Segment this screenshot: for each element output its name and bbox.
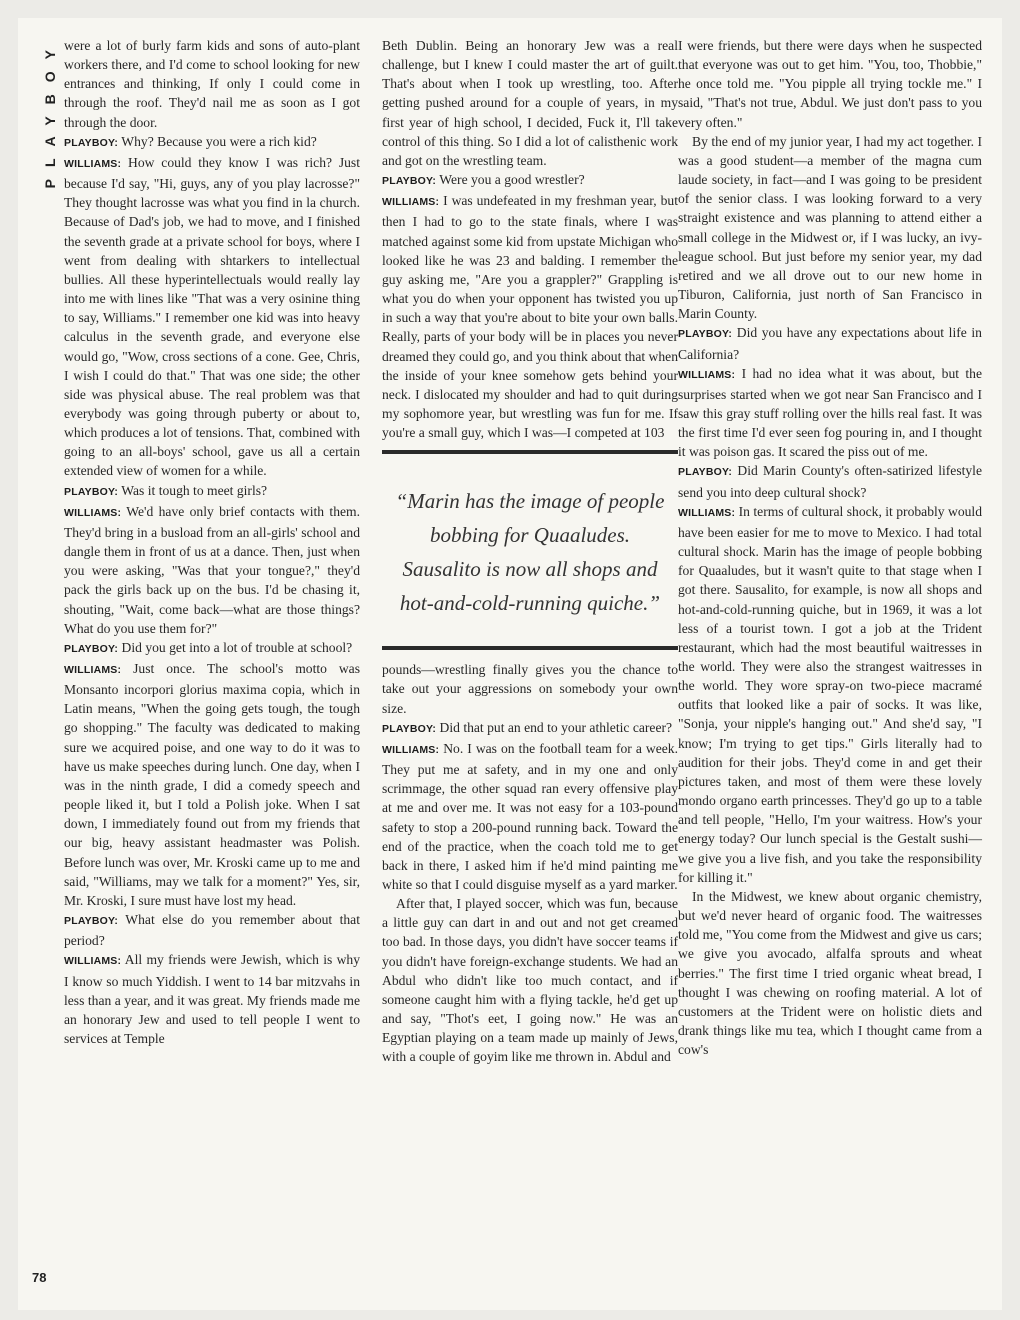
- paragraph: [678, 502, 982, 887]
- speaker-label: PLAYBOY:: [678, 328, 733, 341]
- page-number: 78: [32, 1270, 47, 1285]
- paragraph-text: Did you get into a lot of trouble at school?: [121, 639, 353, 655]
- paragraph: [64, 638, 360, 659]
- paragraph-text: Was it tough to meet girls?: [121, 482, 268, 498]
- paragraph-text: How could they know I was rich? Just because I'd say, "Hi, guys, any of you play lacrosse?" They thought lacrosse was what you find in la church. Because of Dad's job, we had to move, and I finished the seventh grade at a private school for boys, where I went from dealing with shtarkers to intellectual bullies. All these hyperintellectuals would really lay into me with lines like "That was a very osinine thing to say, Williams." I remember one kid was into heavy calculus in the seventh grade, and everyone else would go, "Wow, cross sections of a cone. Gee, Chris, I wish I could do that." That was one side; the other side was physical abuse. The real problem was that everybody was going through puberty or about to, which produces a lot of tensions. That, combined with going to an all-boys' school, gave us all a certain extended view of women for a while.: [64, 154, 360, 479]
- paragraph-text: Just once. The school's motto was Monsanto incorpori glorius maxima copia, which in Latin means, "When the going gets tough, the tough go shopping." The faculty was dedicated to making sure we acquired poise, and one way to do it was to have us make speeches during lunch. One day, when I was in the ninth grade, I did a comedy speech and people liked it, but I told a Polish joke. When I sat down, I immediately found out from my friends that our big, heavy assistant headmaster was Polish. Before lunch was over, Mr. Kroski came up to me and said, "Williams, may we talk for a moment?" Yes, sir, Mr. Kroski, I sure must have lost my head.: [64, 661, 360, 908]
- paragraph: [64, 502, 360, 638]
- paragraph: [382, 170, 678, 191]
- speaker-label: PLAYBOY:: [64, 915, 119, 928]
- paragraph: [64, 132, 360, 153]
- paragraph-text: Did that put an end to your athletic career?: [439, 719, 673, 735]
- paragraph-text: Were you a good wrestler?: [439, 172, 585, 188]
- paragraph: [64, 153, 360, 481]
- paragraph: [678, 364, 982, 462]
- pull-quote: “Marin has the image of people bobbing for Quaaludes. Sausalito is now all shops and hot-and-cold-running quiche.”: [395, 489, 665, 616]
- column-1: [64, 36, 360, 1048]
- speaker-label: PLAYBOY:: [64, 136, 119, 149]
- paragraph: [64, 910, 360, 950]
- speaker-label: PLAYBOY:: [678, 466, 733, 479]
- paragraph-text: We'd have only brief contacts with them. They'd bring in a busload from an all-girls' school and dangle them in front of us at a dance. Then, just when you were asking, "Was that your tongue?," they'd pack the girls back up on the bus. I'd be chasing it, shouting, "Wait, come back—what are those things? What do you use them for?": [64, 503, 360, 636]
- speaker-label: PLAYBOY:: [64, 485, 119, 498]
- speaker-label: WILLIAMS:: [678, 368, 736, 381]
- speaker-label: WILLIAMS:: [382, 743, 440, 756]
- paragraph-text: were a lot of burly farm kids and sons of auto-plant workers there, and I'd come to school looking for new entrances and thinking, If only I could come in through the roof. They'd nail me as soon as I got through the door.: [64, 38, 360, 130]
- paragraph: [678, 132, 982, 324]
- paragraph-text: What else do you remember about that period?: [64, 912, 360, 949]
- column-2-top: [382, 36, 678, 442]
- paragraph-text: I was undefeated in my freshman year, but then I had to go to the state finals, where I was matched against some kid from upstate Michigan who looked like he was 23 and balding. I remember the guy asking me, "Are you a grappler?" Grappling is what you do when your opponent has twisted you up in such a way that you're about to bite your own balls. Really, parts of your body will be in places you never dreamed they could go, and you think about that when the inside of your knee somehow gets behind your neck. I dislocated my shoulder and had to quit during my sophomore year, but wrestling was fun for me. If you're a small guy, which I was—I competed at 103: [382, 193, 678, 441]
- paragraph-text: I had no idea what it was about, but the surprises started when we got near San Francisco and I saw this gray stuff rolling over the hills real fast. It was the first time I'd ever seen fog pouring in, and I thought it was poison gas. It scared the piss out of me.: [678, 365, 982, 460]
- paragraph-text: Did Marin County's often-satirized lifestyle send you into deep cultural shock?: [678, 463, 982, 500]
- speaker-label: WILLIAMS:: [382, 196, 440, 209]
- column-3: [678, 36, 982, 1059]
- column-2: [382, 36, 678, 1067]
- pull-quote-box: [382, 450, 678, 650]
- speaker-label: WILLIAMS:: [64, 157, 122, 170]
- paragraph: [64, 481, 360, 502]
- speaker-label: WILLIAMS:: [64, 955, 122, 968]
- paragraph-text: Beth Dublin. Being an honorary Jew was a real challenge, but I knew I could master the art of guilt. That's about when I took up wrestling, too. After getting pushed around for a couple of years, in my first year of high school, I decided, Fuck it, I'll take control of this thing. So I did a lot of calisthenic work and got on the wrestling team.: [382, 38, 678, 168]
- paragraph: [64, 36, 360, 132]
- paragraph: [382, 739, 678, 894]
- paragraph-text: Why? Because you were a rich kid?: [121, 133, 317, 149]
- paragraph: [382, 894, 678, 1066]
- speaker-label: WILLIAMS:: [678, 506, 736, 519]
- paragraph: [382, 36, 678, 170]
- paragraph: [382, 660, 678, 717]
- paragraph: [678, 323, 982, 363]
- column-2-bottom: [382, 660, 678, 1066]
- paragraph-text: After that, I played soccer, which was fun, because a little guy can dart in and out and not get creamed too bad. In those days, you didn't have soccer teams if you didn't have foreign-exchange students. We had an Abdul who didn't like too much contact, and if someone caught him with a flying tackle, he'd get up and say, "Thot's eet, I going now." He was an Egyptian playing on a team made up mainly of Jews, with a couple of goyim like me thrown in. Abdul and: [382, 896, 678, 1065]
- magazine-page: [18, 18, 1002, 1310]
- speaker-label: PLAYBOY:: [382, 722, 437, 735]
- paragraph: [678, 461, 982, 501]
- paragraph: [64, 950, 360, 1048]
- paragraph-text: No. I was on the football team for a week. They put me at safety, and in my one and only scrimmage, the other squad ran every offensive play at me and over me. It was not easy for a 103-pound safety to stop a 200-pound running back. Toward the end of the practice, when the coach told me to get back in there, I asked him if he'd mind painting me white so that I could disguise myself as a yard marker.: [382, 740, 678, 892]
- paragraph: [678, 887, 982, 1059]
- paragraph-text: In terms of cultural shock, it probably would have been easier for me to move to Mexico. I had total cultural shock. Marin has the image of people bobbing for Quaaludes, but it wasn't quite to that stage when I got there. Sausalito, for example, is now all shops and hot-and-cold-running quiche, but in 1969, it was a lot less of a tourist town. I got a job at the Trident restaurant, which had the most beautiful waitresses in the world. They were also the strangest waitresses in the world. They wore spray-on two-piece macramé outfits that looked like a pair of socks. It was like, "Sonja, your nipple's hanging out." And she'd say, "I know; I'm trying to get tips." Girls literally had to audition for their jobs. They'd come in and get their pictures taken, and most of them were these lovely mondo organo earth princesses. They'd go up to a table and tell people, "Hello, I'm your waitress. How's your energy today? Our lunch special is the Gestalt sushi—we give you a live fish, and you take the responsibility for killing it.": [678, 503, 982, 885]
- speaker-label: PLAYBOY:: [64, 642, 119, 655]
- paragraph-text: All my friends were Jewish, which is why I know so much Yiddish. I went to 14 bar mitzvahs in less than a year, and it was great. My friends made me an honorary Jew and used to tell people I went to services at Temple: [64, 952, 360, 1046]
- paragraph-text: pounds—wrestling finally gives you the chance to take out your aggressions on somebody your own size.: [382, 662, 678, 716]
- paragraph-text: By the end of my junior year, I had my act together. I was a good student—a member of the magna cum laude society, in fact—and I was going to be president of the senior class. I was looking forward to a very straight existence and was planning to attend either a small college in the Midwest or, if I was lucky, an ivy-league school. But just before my senior year, my dad retired and we all drove out to our new home in Tiburon, California, just north of San Francisco in Marin County.: [678, 133, 982, 322]
- speaker-label: PLAYBOY:: [382, 175, 437, 188]
- paragraph-text: Did you have any expectations about life in California?: [678, 325, 982, 362]
- paragraph-text: I were friends, but there were days when he suspected that everyone was out to get him. "You, too, Thobbie," he once told me. "You pipple all trying tockle me." I said, "That's not true, Abdul. We just don't pass to you very often.": [678, 38, 982, 130]
- magazine-name: PLAYBOY: [42, 38, 58, 189]
- paragraph-text: In the Midwest, we knew about organic chemistry, but we'd never heard of organic food. The waitresses told me, "You come from the Midwest and give us cars; we give you avocado, alfalfa sprouts and wheat berries." The first time I tried organic wheat bread, I thought I was chewing on roofing material. A lot of customers at the Trident were on holistic diets and drank things like mu tea, which I thought came from a cow's: [678, 888, 982, 1058]
- paragraph: [382, 718, 678, 739]
- speaker-label: WILLIAMS:: [64, 664, 122, 676]
- paragraph: [64, 659, 360, 910]
- paragraph: [678, 36, 982, 132]
- speaker-label: WILLIAMS:: [64, 506, 122, 519]
- paragraph: [382, 191, 678, 442]
